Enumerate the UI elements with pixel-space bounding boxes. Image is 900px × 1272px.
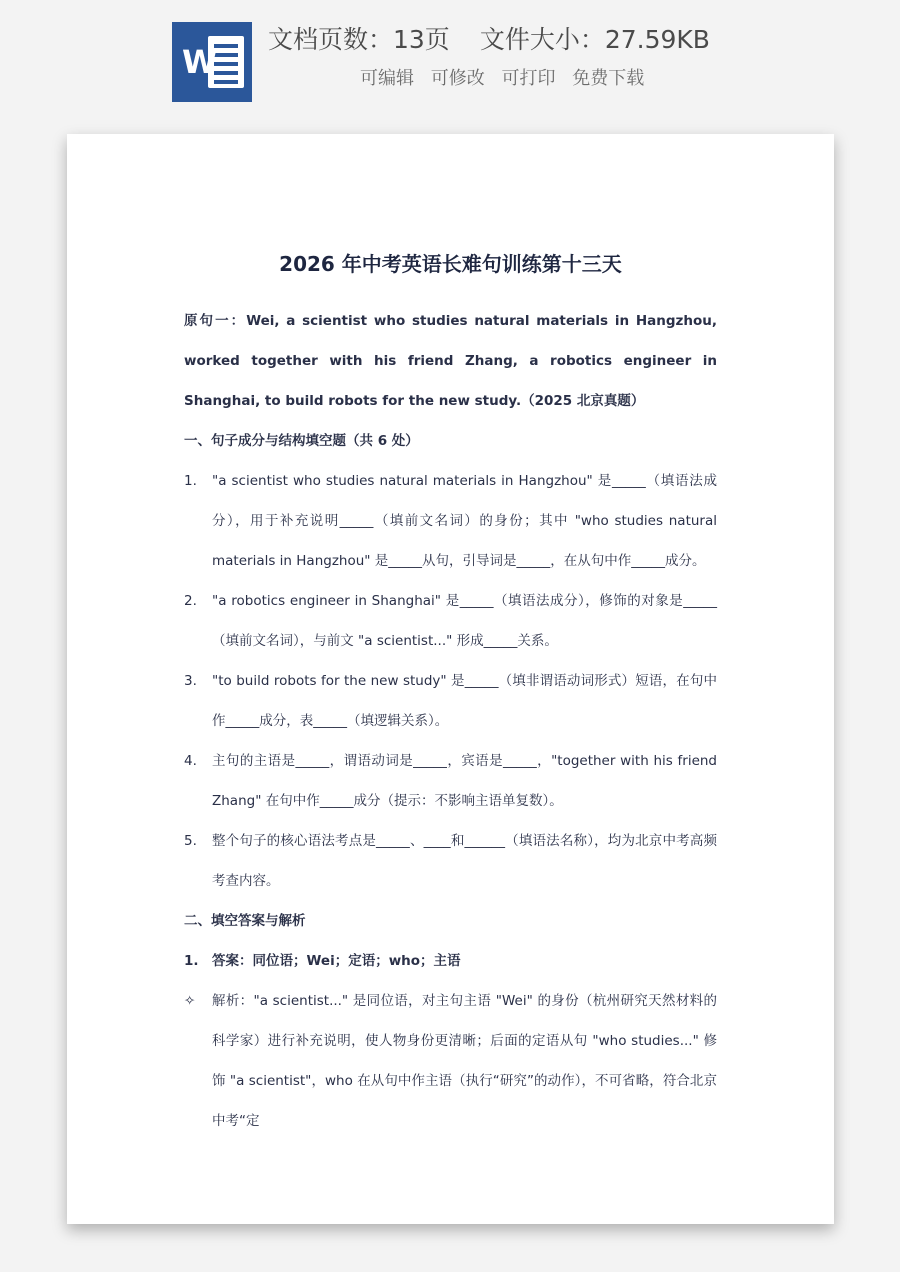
question-item bbox=[184, 581, 717, 661]
original-sentence: 原句一：Wei, a scientist who studies natural materials in Hangzhou, worked together with his friend Zhang, a robotics engineer in Shanghai, to build robots for the new study.（2025 北京真题） bbox=[184, 313, 717, 409]
analysis-text: 解析："a scientist..." 是同位语，对主句主语 "Wei" 的身份（杭州研究天然材料的科学家）进行补充说明，使人物身份更清晰；后面的定语从句 "who studies..." 修饰 "a scientist"，who 在从句中作主语（执行“研究”的动作），不可省略，符合北京中考“定 bbox=[212, 993, 717, 1129]
feature-modifiable: 可修改 bbox=[430, 68, 485, 89]
question-item bbox=[184, 461, 717, 581]
question-number: 4. bbox=[184, 753, 197, 769]
analysis-item bbox=[184, 981, 717, 1141]
question-number: 5. bbox=[184, 833, 197, 849]
answer-item bbox=[184, 941, 717, 981]
file-size: 文件大小：27.59KB bbox=[479, 25, 710, 54]
feature-printable: 可打印 bbox=[501, 68, 556, 89]
question-text: "a robotics engineer in Shanghai" 是_____（填语法成分），修饰的对象是_____（填前文名词），与前文 "a scientist..." 形成_____关系。 bbox=[212, 593, 717, 649]
question-text: "a scientist who studies natural materials in Hangzhou" 是_____（填语法成分），用于补充说明_____（填前文名词）的身份；其中 "who studies natural materials in Hangzhou" 是_____从句，引导词是_____，在从句中作_____成分。 bbox=[212, 473, 717, 569]
answer-number: 1. bbox=[184, 953, 199, 969]
document-page bbox=[67, 134, 834, 1224]
word-logo-letter: W bbox=[182, 43, 218, 81]
analysis-bullet-icon: ✧ bbox=[184, 993, 196, 1009]
feature-list bbox=[360, 64, 760, 94]
document-info-banner bbox=[0, 0, 900, 120]
document-title: 2026 年中考英语长难句训练第十三天 bbox=[279, 252, 622, 276]
answer-text: 答案：同位语；Wei；定语；who；主语 bbox=[212, 953, 461, 969]
section-heading-answers: 二、填空答案与解析 bbox=[184, 913, 306, 929]
question-text: 整个句子的核心语法考点是_____、____和______（填语法名称），均为北京中考高频考查内容。 bbox=[212, 833, 717, 889]
page-count: 文档页数：13页 bbox=[268, 25, 450, 54]
document-body bbox=[184, 301, 717, 1141]
section-heading-questions: 一、句子成分与结构填空题（共 6 处） bbox=[184, 433, 419, 449]
question-number: 1. bbox=[184, 473, 197, 489]
question-text: 主句的主语是_____，谓语动词是_____，宾语是_____，"together with his friend Zhang" 在句中作_____成分（提示：不影响主语单复数）。 bbox=[212, 753, 717, 809]
question-number: 3. bbox=[184, 673, 197, 689]
question-item bbox=[184, 821, 717, 901]
feature-free-download: 免费下载 bbox=[572, 68, 645, 89]
question-item bbox=[184, 661, 717, 741]
question-number: 2. bbox=[184, 593, 197, 609]
question-text: "to build robots for the new study" 是_____（填非谓语动词形式）短语，在句中作_____成分，表_____（填逻辑关系）。 bbox=[212, 673, 717, 729]
document-meta bbox=[268, 20, 868, 60]
question-item bbox=[184, 741, 717, 821]
feature-editable: 可编辑 bbox=[360, 68, 414, 89]
word-document-icon bbox=[172, 22, 252, 102]
